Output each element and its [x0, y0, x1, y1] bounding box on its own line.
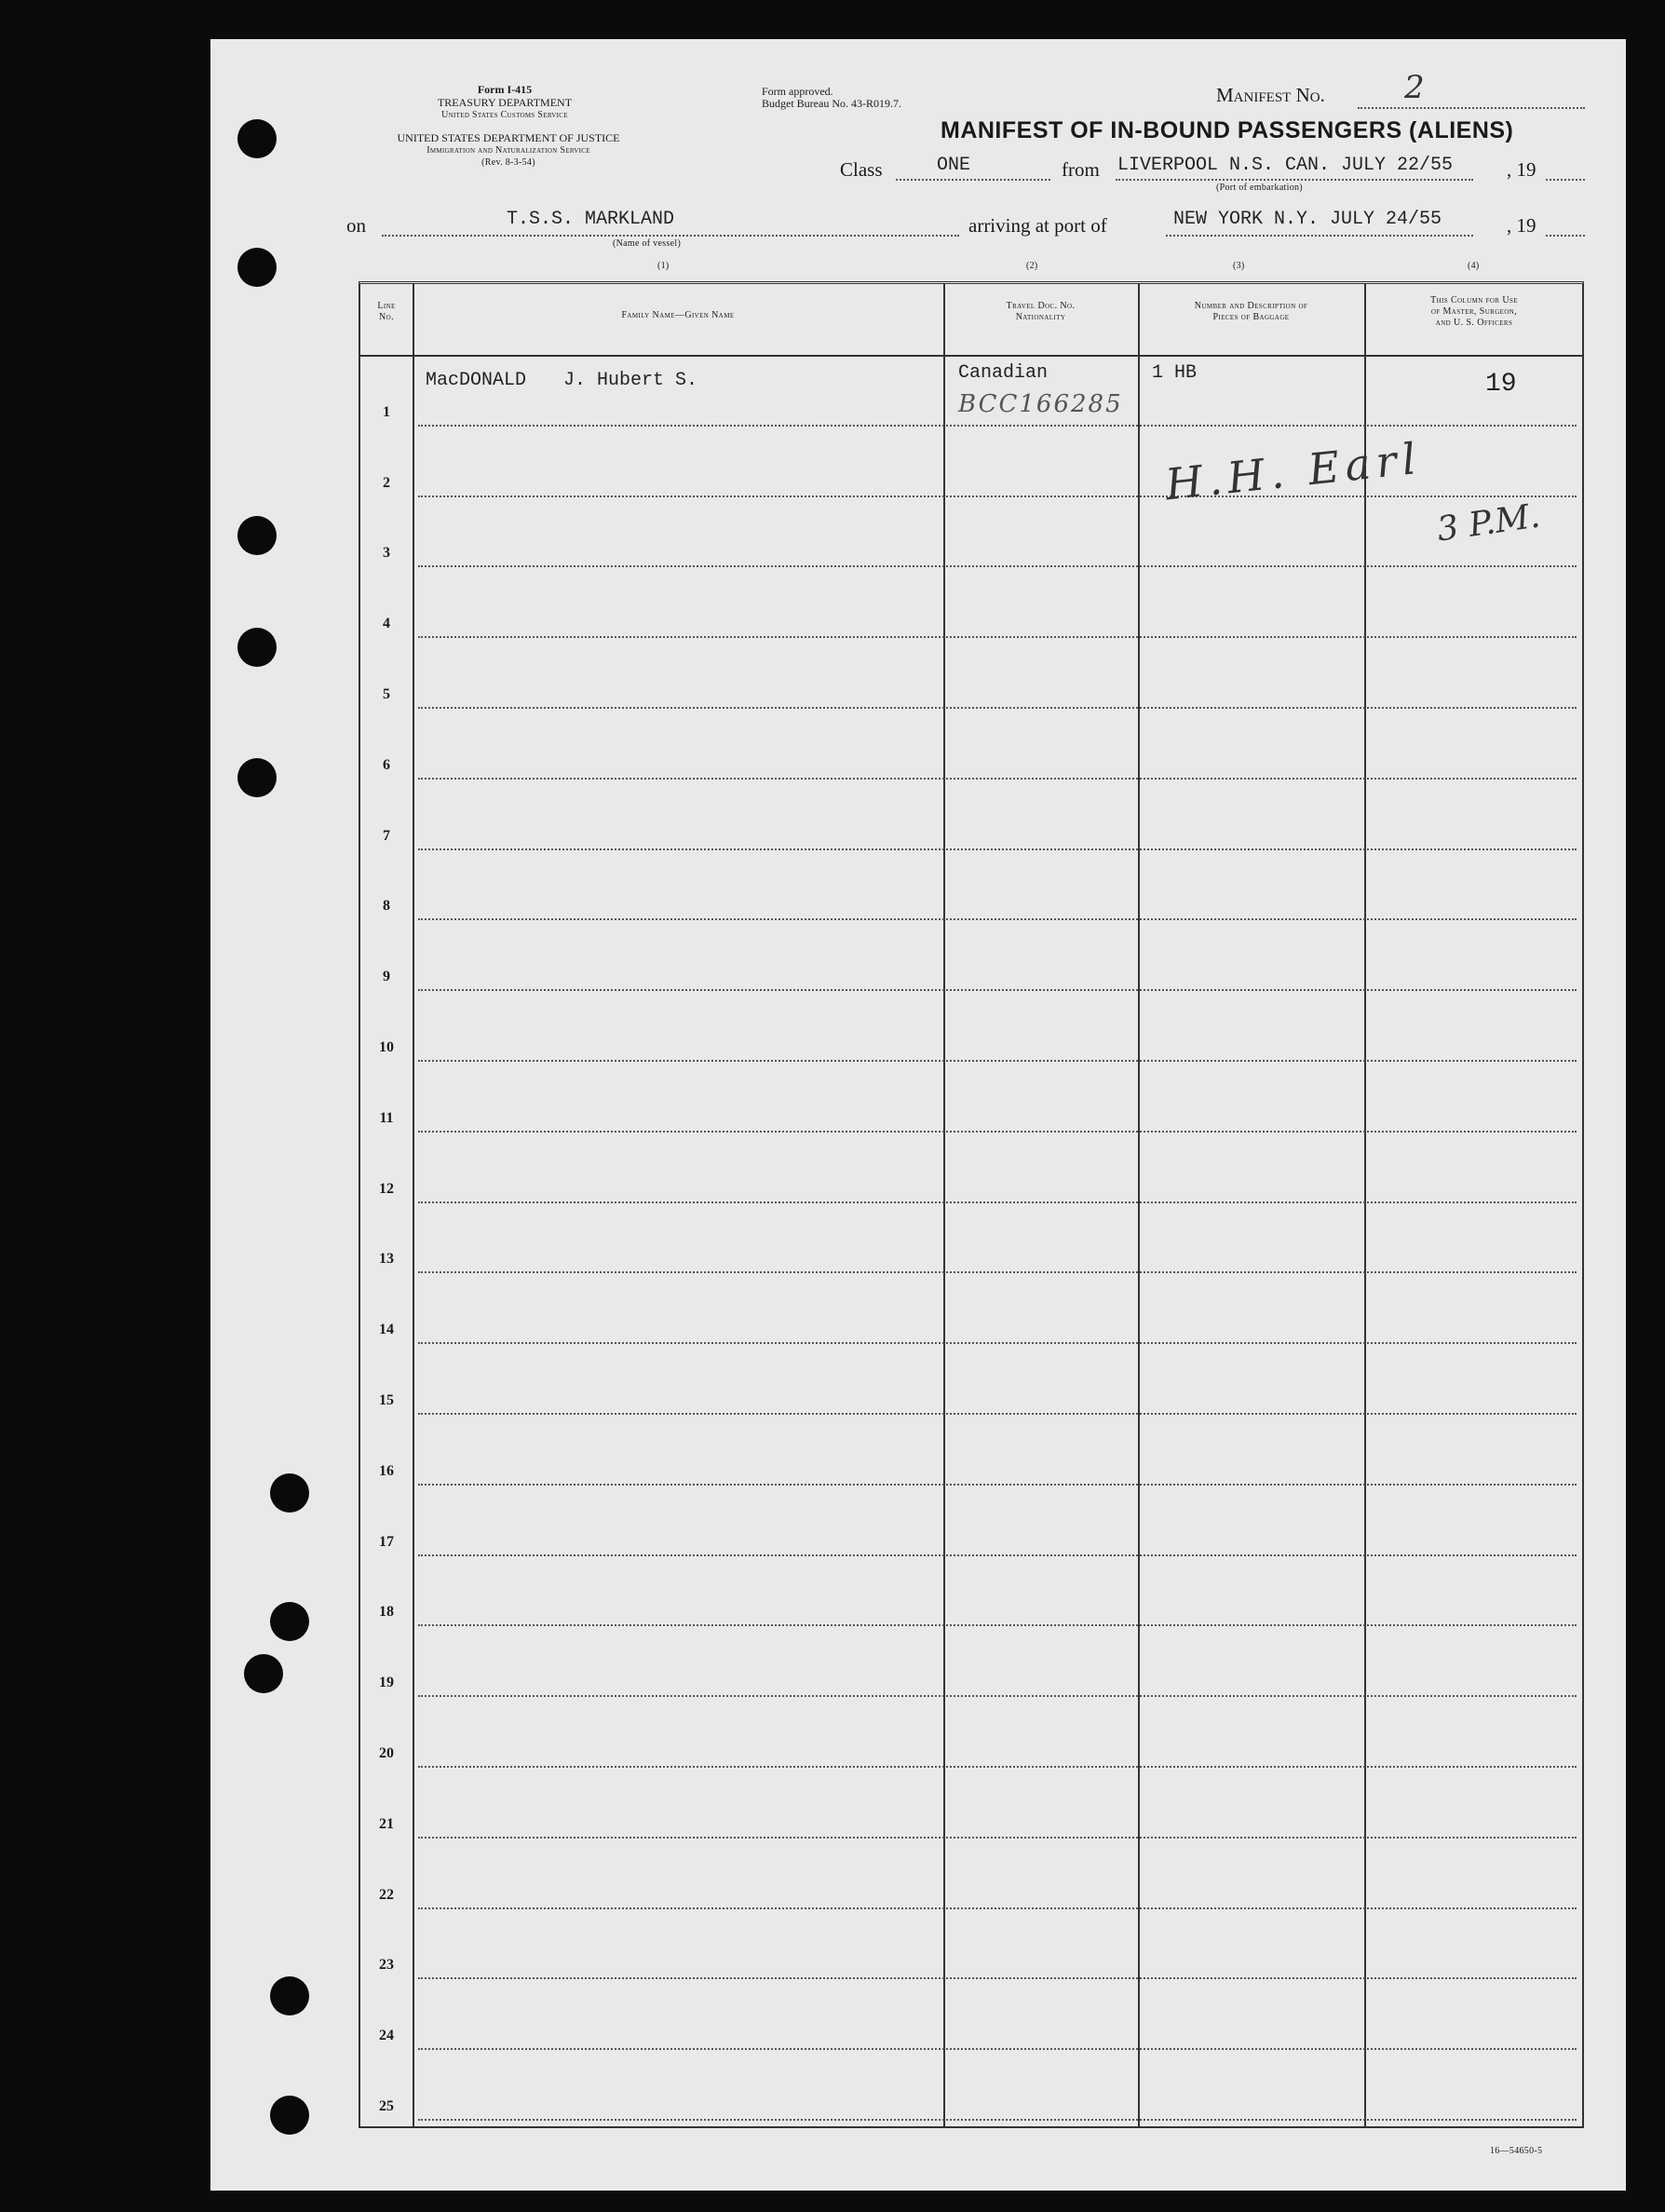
table-row [360, 497, 1582, 568]
line-number: 15 [379, 1391, 394, 1408]
table-row [360, 780, 1582, 850]
passenger-table [359, 281, 1584, 2128]
line-number: 8 [383, 898, 390, 915]
line-number: 24 [379, 2028, 394, 2044]
header-line-no: Line No. [377, 301, 396, 322]
line-number: 1 [383, 403, 390, 420]
revision-label: (Rev. 8-3-54) [481, 157, 535, 168]
table-row [360, 1697, 1582, 1768]
col-num-4: (4) [1468, 261, 1480, 271]
table-row [360, 1415, 1582, 1486]
year-label-2: , 19 [1507, 214, 1536, 237]
line-number: 22 [379, 1886, 394, 1903]
punch-hole [270, 2096, 309, 2135]
table-row [360, 1203, 1582, 1274]
line-number: 11 [379, 1109, 394, 1126]
header-travel-doc: Travel Doc. No. Nationality [1006, 301, 1076, 322]
table-row [360, 1909, 1582, 1980]
travel-doc-no: BCC166285 [958, 390, 1123, 418]
nationality: Canadian [958, 362, 1049, 384]
punch-hole [270, 1602, 309, 1641]
line-number: 19 [379, 1675, 394, 1691]
table-row [360, 1626, 1582, 1697]
line-number: 10 [379, 1038, 394, 1055]
line-number: 3 [383, 545, 390, 562]
col-num-1: (1) [657, 261, 670, 271]
header-baggage: Number and Description of Pieces of Baggage [1194, 301, 1308, 322]
officer-mark: 19 [1485, 370, 1517, 399]
punch-hole [244, 1654, 283, 1693]
line-number: 6 [383, 756, 390, 773]
table-row [360, 991, 1582, 1062]
line-number: 12 [379, 1180, 394, 1197]
line-number: 17 [379, 1533, 394, 1550]
line-number: 23 [379, 1957, 394, 1974]
vessel-value: T.S.S. MARKLAND [507, 209, 675, 230]
treasury-label: TREASURY DEPARTMENT [437, 96, 573, 109]
table-row [360, 1556, 1582, 1627]
from-label: from [1062, 158, 1100, 181]
line-number: 13 [379, 1251, 394, 1268]
given-name: J. Hubert S. [563, 370, 698, 391]
col-num-2: (2) [1026, 261, 1038, 271]
doj-label: UNITED STATES DEPARTMENT OF JUSTICE [397, 131, 620, 144]
baggage: 1 HB [1152, 362, 1198, 384]
form-number: Form I-415 [477, 83, 533, 96]
budget-label: Budget Bureau No. 43-R019.7. [762, 97, 901, 110]
col-num-3: (3) [1233, 261, 1245, 271]
footer-code: 16—54650-5 [1490, 2146, 1543, 2156]
table-row [360, 2050, 1582, 2121]
punch-hole [270, 1473, 309, 1513]
arriving-label: arriving at port of [968, 214, 1107, 237]
manifest-no-value: 2 [1404, 69, 1425, 106]
punch-hole [237, 758, 277, 797]
row-rule [418, 2119, 1577, 2121]
on-label: on [346, 214, 366, 237]
header-name: Family Name—Given Name [621, 310, 735, 320]
inspector-signature: H.H. Earl [1162, 432, 1424, 510]
table-row [360, 638, 1582, 709]
line-number: 14 [379, 1322, 394, 1338]
punch-hole [270, 1976, 309, 2015]
punch-hole [237, 628, 277, 667]
line-number: 5 [383, 685, 390, 702]
approval-label: Form approved. [762, 85, 833, 98]
table-row [360, 1344, 1582, 1415]
port-caption: (Port of embarkation) [1216, 183, 1303, 193]
table-row [360, 850, 1582, 921]
arriving-value: NEW YORK N.Y. JULY 24/55 [1173, 209, 1442, 230]
line-number: 7 [383, 827, 390, 844]
line-number: 4 [383, 616, 390, 632]
table-row [360, 567, 1582, 638]
ins-label: Immigration and Naturalization Service [426, 145, 590, 156]
table-row [360, 1486, 1582, 1556]
year-label: , 19 [1507, 158, 1536, 181]
line-number: 2 [383, 474, 390, 491]
line-number: 9 [383, 969, 390, 985]
punch-hole [237, 516, 277, 555]
table-row [360, 709, 1582, 780]
table-row [360, 1133, 1582, 1203]
class-label: Class [840, 158, 883, 181]
table-row [360, 1273, 1582, 1344]
customs-label: United States Customs Service [441, 110, 568, 120]
class-value: ONE [937, 155, 971, 176]
table-row [360, 1839, 1582, 1909]
header-officers: This Column for Use of Master, Surgeon, and U. S. Officers [1430, 295, 1518, 328]
manifest-page [210, 39, 1626, 2191]
table-row [360, 920, 1582, 991]
line-number: 21 [379, 1815, 394, 1832]
family-name: MacDONALD [426, 370, 527, 391]
vessel-caption: (Name of vessel) [613, 238, 682, 249]
page-title: MANIFEST OF IN-BOUND PASSENGERS (ALIENS) [941, 117, 1514, 143]
table-row [360, 1768, 1582, 1839]
punch-hole [237, 119, 277, 158]
arrival-time: 3 P.M. [1434, 496, 1543, 550]
line-number: 20 [379, 1744, 394, 1761]
manifest-no-label: Manifest No. [1216, 84, 1325, 106]
line-number: 18 [379, 1604, 394, 1621]
line-number: 16 [379, 1462, 394, 1479]
table-row [360, 1062, 1582, 1133]
line-number: 25 [379, 2097, 394, 2114]
table-row [360, 1979, 1582, 2050]
from-value: LIVERPOOL N.S. CAN. JULY 22/55 [1117, 155, 1454, 176]
punch-hole [237, 248, 277, 287]
